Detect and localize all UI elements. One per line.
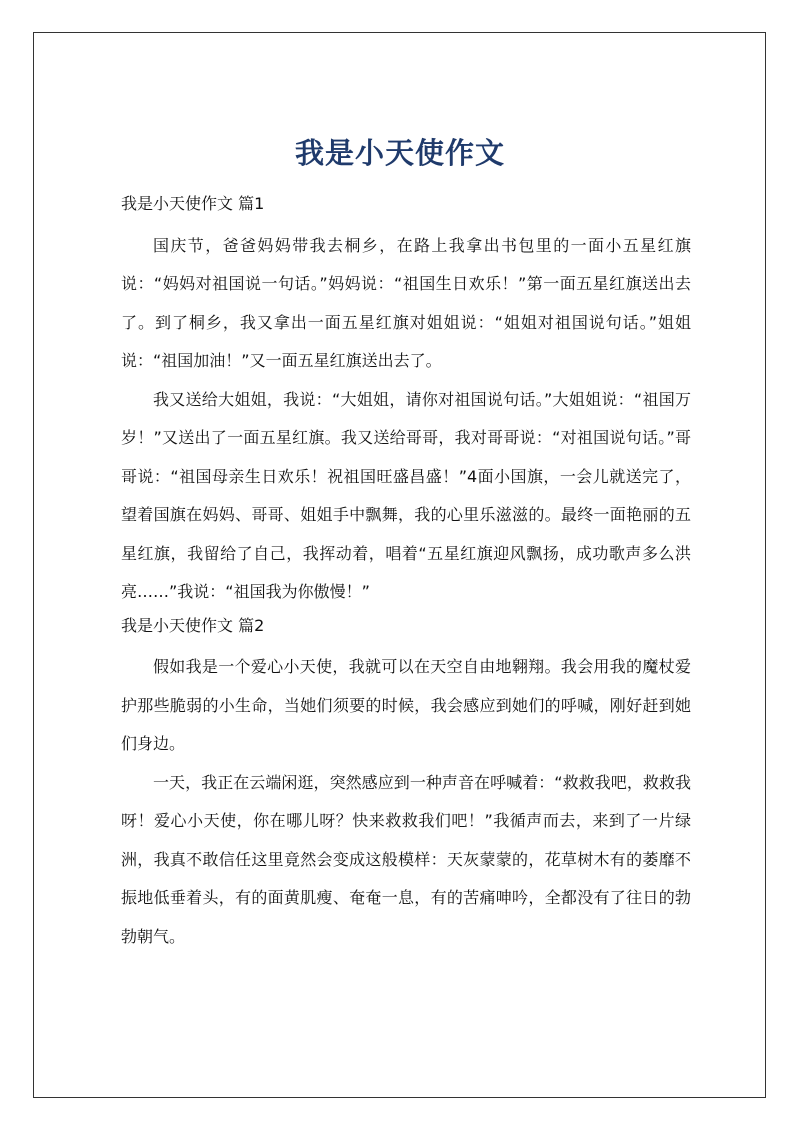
document-body <box>121 188 691 956</box>
paragraph: 我又送给大姐姐，我说：“大姐姐，请你对祖国说句话。”大姐姐说：“祖国万岁！”又送出了一面五星红旗。我又送给哥哥，我对哥哥说：“对祖国说句话。”哥哥说：“祖国母亲生日欢乐！祝祖国旺盛昌盛！”4面小国旗，一会儿就送完了，望着国旗在妈妈、哥哥、姐姐手中飘舞，我的心里乐滋滋的。最终一面艳丽的五星红旗，我留给了自己，我挥动着，唱着“五星红旗迎风飘扬，成功歌声多么洪亮……”我说：“祖国我为你傲慢！” <box>121 389 691 601</box>
paragraph: 假如我是一个爱心小天使，我就可以在天空自由地翱翔。我会用我的魔杖爱护那些脆弱的小生命，当她们须要的时候，我会感应到她们的呼喊，刚好赶到她们身边。 <box>121 657 691 753</box>
section-heading: 我是小天使作文 篇1 <box>121 194 265 213</box>
paragraph: 一天，我正在云端闲逛，突然感应到一种声音在呼喊着：“救救我吧，救救我呀！爱心小天使，你在哪儿呀？快来救救我们吧！”我循声而去，来到了一片绿洲，我真不敢信任这里竟然会变成这般模样：天灰蒙蒙的，花草树木有的萎靡不振地低垂着头，有的面黄肌瘦、奄奄一息，有的苦痛呻吟，全都没有了往日的勃勃朝气。 <box>121 772 691 946</box>
document-title: 我是小天使作文 <box>294 136 505 171</box>
paragraph: 国庆节，爸爸妈妈带我去桐乡，在路上我拿出书包里的一面小五星红旗说：“妈妈对祖国说一句话。”妈妈说：“祖国生日欢乐！”第一面五星红旗送出去了。到了桐乡，我又拿出一面五星红旗对姐姐说：“姐姐对祖国说句话。”姐姐说：“祖国加油！”又一面五星红旗送出去了。 <box>121 235 691 370</box>
section-heading: 我是小天使作文 篇2 <box>121 615 265 635</box>
